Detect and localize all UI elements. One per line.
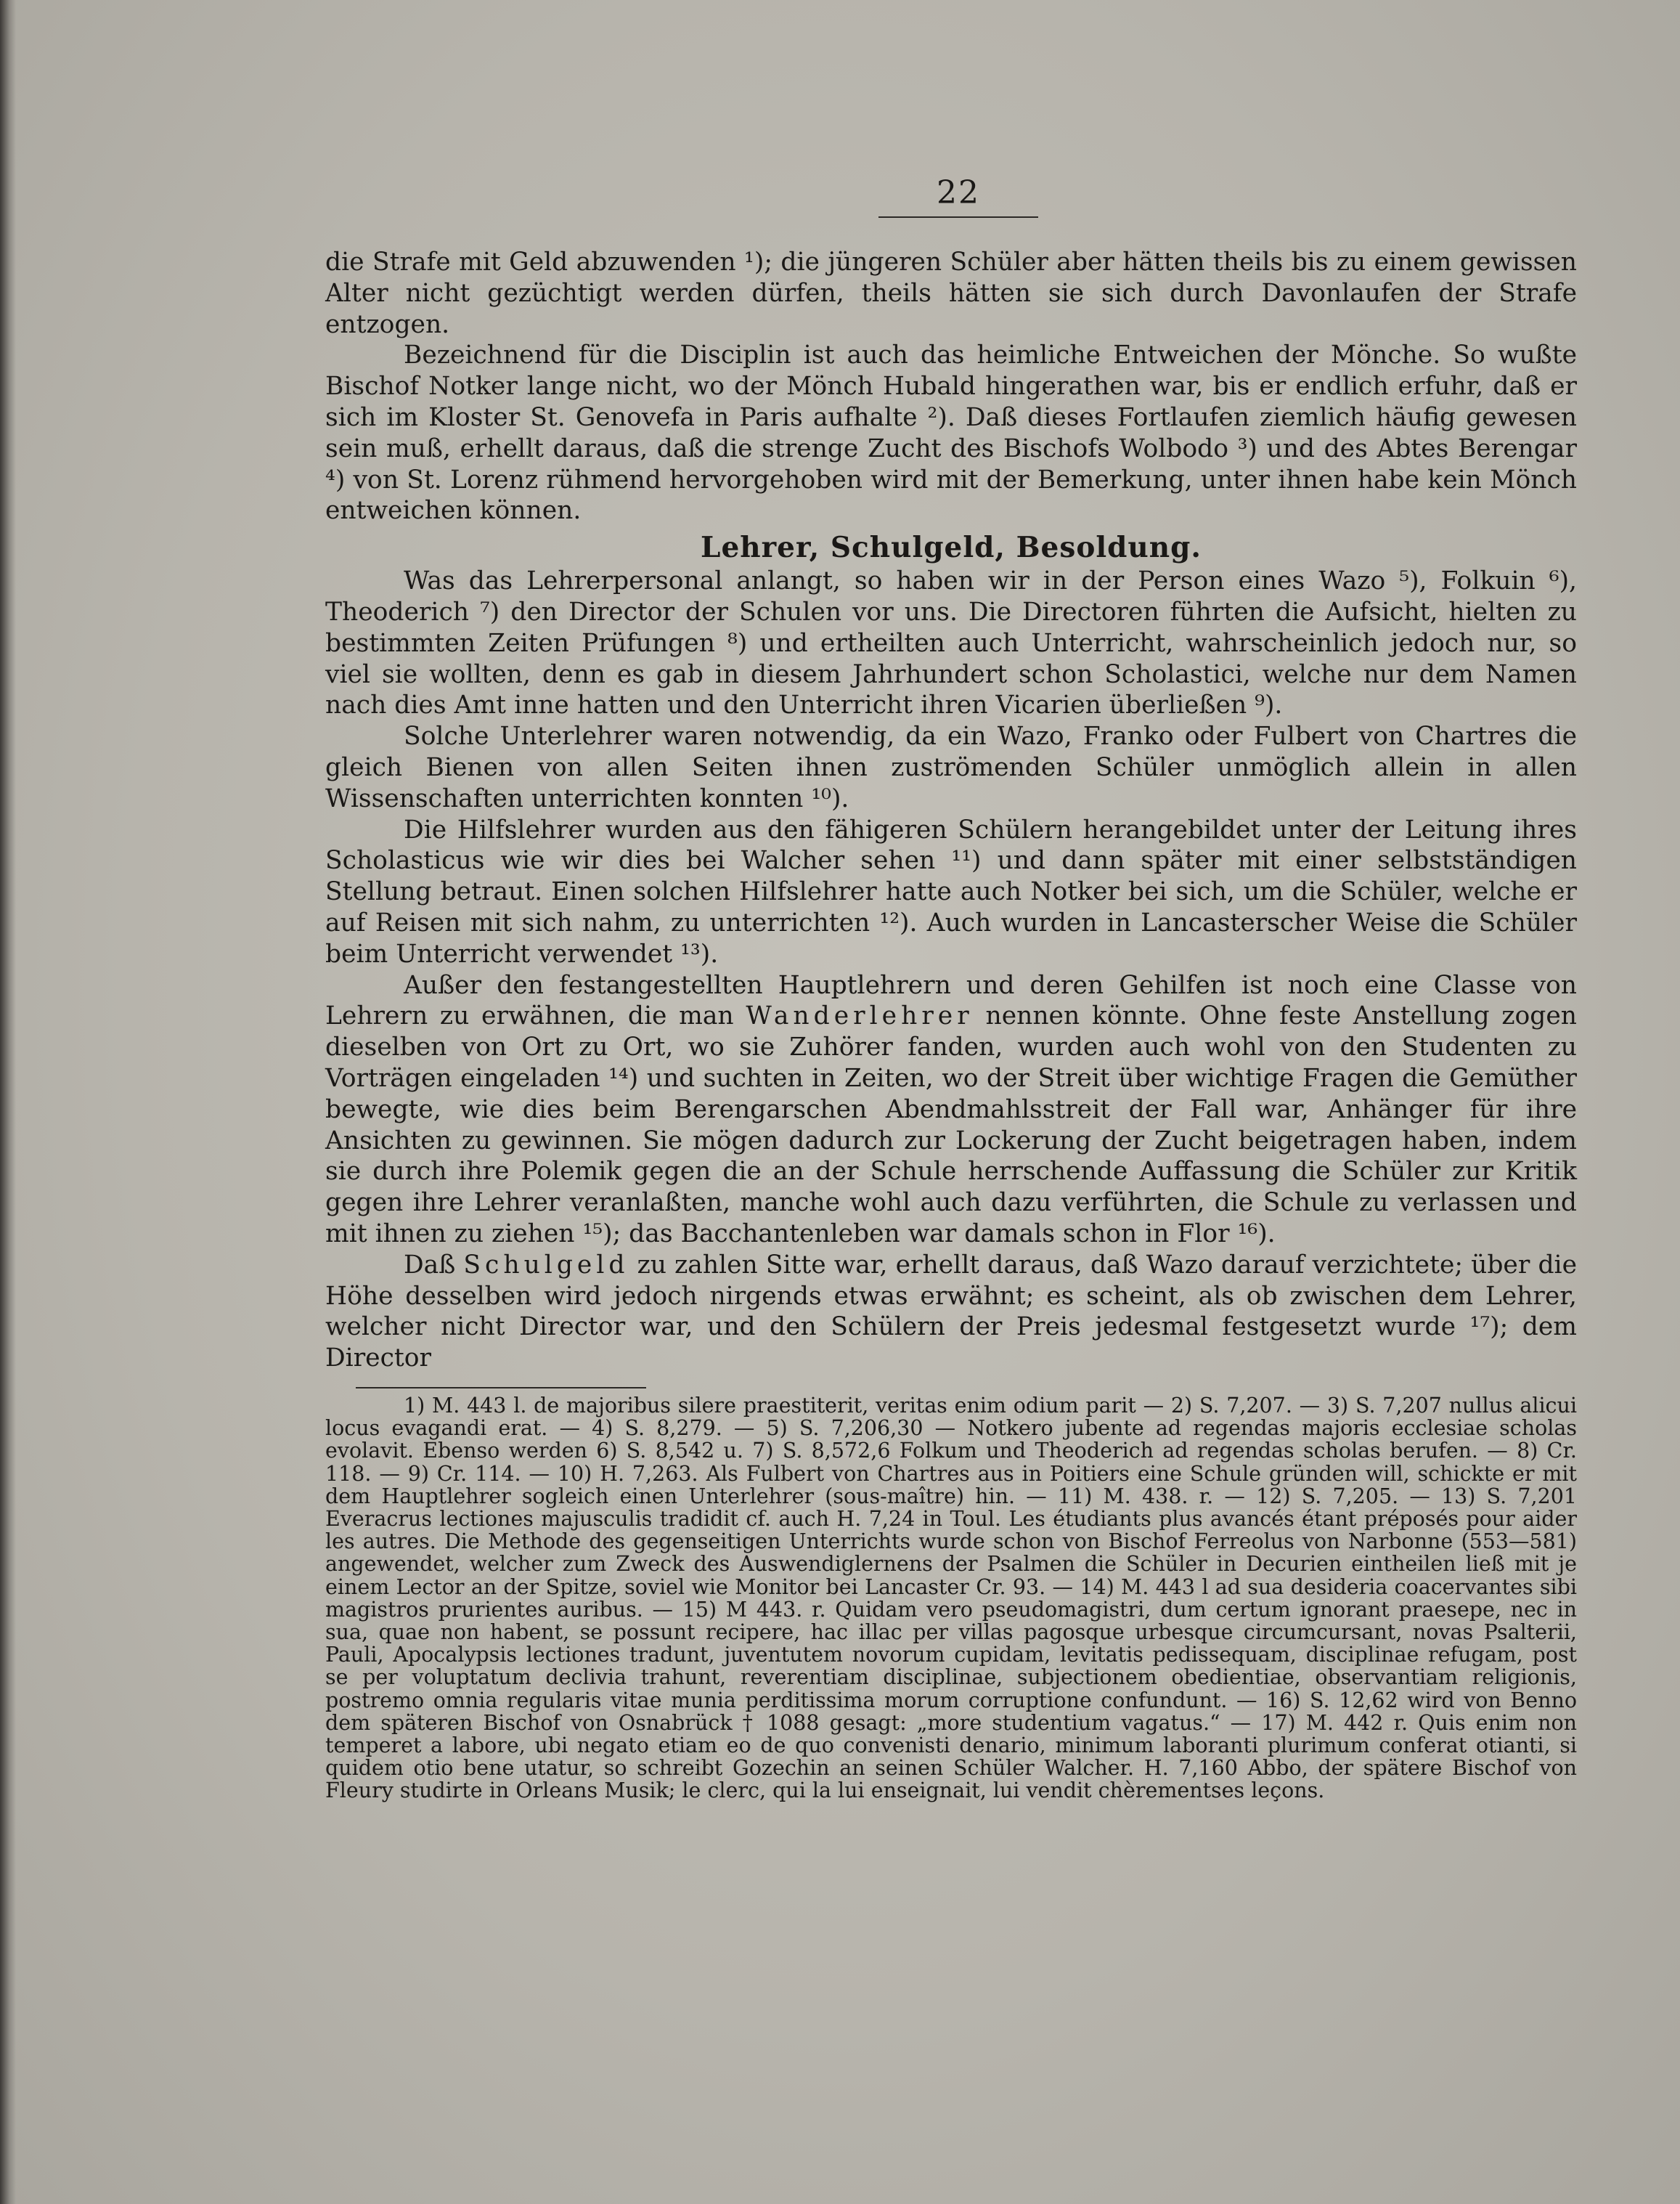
paragraph: Solche Unterlehrer waren notwendig, da ein Wazo, Franko oder Fulbert von Chartres die gleich Bienen von allen Seiten ihnen zuströmenden Schüler unmöglich allein in allen Wissenschaften unterrichten konnten ¹⁰). [325,722,1577,813]
page-number: 22 [937,174,980,211]
emphasized-term: Schulgeld [463,1250,629,1280]
emphasized-term: Wanderlehrer [746,1001,974,1031]
footnote-text: 1) M. 443 l. de majoribus silere praestiterit, veritas enim odium parit — 2) S. 7,207. — 3) S. 7,207 nullus alicui locus evagandi erat. — 4) S. 8,279. — 5) S. 7,206,30 — Notkero jubente ad regendas majoris ecclesiae scholas evolavit. Ebenso werden 6) S. 8,542 u. 7) S. 8,572,6 Folkum und Theoderich ad regendas scholas berufen. — 8) Cr. 118. — 9) Cr. 114. — 10) H. 7,263. Als Fulbert von Chartres aus in Poitiers eine Schule gründen will, schickte er mit dem Hauptlehrer sogleich einen Unterlehrer (sous-maître) hin. — 11) M. 438. r. — 12) S. 7,205. — 13) S. 7,201 Everacrus lectiones majusculis tradidit cf. auch H. 7,24 in Toul. Les étudiants plus avancés étant préposés pour aider les autres. Die Methode des gegenseitigen Unterrichts wurde schon von Bischof Ferreolus von Narbonne (553—581) angewendet, welcher zum Zweck des Auswendiglernens der Psalmen die Schüler in Decurien eintheilen ließ mit je einem Lector an der Spitze, soviel wie Monitor bei Lancaster Cr. 93. — 14) M. 443 l ad sua desideria coacervantes sibi magistros prurientes auribus. — 15) M 443. r. Quidam vero pseudomagistri, dum certum ignorant praesepe, nec in sua, quae non habent, se possunt recipere, hac illac per villas pagosque urbesque circumcursant, novas Psalterii, Pauli, Apocalypsis lectiones tradunt, juventutem novorum cupidam, levitatis pedissequam, disciplinae refugam, post se per voluptatum declivia trahunt, reverentiam disciplinae, subjectionem obedientiae, observantiam religionis, postremo omnia regularis vitae munia perditissima morum corruptione confundunt. — 16) S. 12,62 wird von Benno dem späteren Bischof von Osnabrück † 1088 gesagt: „more studentium vagatus.“ — 17) M. 442 r. Quis enim non temperet a labore, ubi negato etiam eo de quo convenisti denario, minimum laboranti plurimum conferat otianti, si quidem otio bene utatur, so schreibt Gozechin an seinen Schüler Walcher. H. 7,160 Abbo, der spätere Bischof von Fleury studirte in Orleans Musik; le clerc, qui la lui enseignait, lui vendit chèrementses leçons. [325,1394,1577,1803]
paragraph: Was das Lehrerpersonal anlangt, so haben wir in der Person eines Wazo ⁵), Folkuin ⁶), Theoderich ⁷) den Director der Schulen vor uns. Die Directoren führten die Aufsicht, hielten zu bestimmten Zeiten Prüfungen ⁸) und ertheilten auch Unterricht, wahrscheinlich jedoch nur, so viel sie wollten, denn es gab in diesem Jahrhundert schon Scholastici, welche nur dem Namen nach dies Amt inne hatten und den Unterricht ihren Vicarien überließen ⁹). [325,566,1577,720]
paragraph: Bezeichnend für die Disciplin ist auch das heimliche Entweichen der Mönche. So wußte Bischof Notker lange nicht, wo der Mönch Hubald hingerathen war, bis er endlich erfuhr, daß er sich im Kloster St. Genovefa in Paris aufhalte ²). Daß dieses Fortlaufen ziemlich häufig gewesen sein muß, erhellt daraus, daß die strenge Zucht des Bischofs Wolbodo ³) und des Abtes Berengar ⁴) von St. Lorenz rühmend hervorgehoben wird mit der Bemerkung, unter ihnen habe kein Mönch entweichen können. [325,341,1577,526]
footnotes [325,1394,1577,1802]
paragraph-wanderlehrer: Außer den festangestellten Hauptlehrern und deren Gehilfen ist noch eine Classe von Lehrern zu erwähnen, die man Wanderlehrer nennen könnte. Ohne feste Anstellung zogen dieselben von Ort zu Ort, wo sie Zuhörer fanden, wurden auch wohl von den Studenten zu Vorträgen eingeladen ¹⁴) und suchten in Zeiten, wo der Streit über wichtige Fragen die Gemüther bewegte, wie dies beim Berengarschen Abendmahlsstreit der Fall war, Anhänger für ihre Ansichten zu gewinnen. Sie mögen dadurch zur Lockerung der Zucht beigetragen haben, indem sie durch ihre Polemik gegen die an der Schule herrschende Auffassung die Schüler zur Kritik gegen ihre Lehrer veranlaßten, manche wohl auch dazu verführten, die Schule zu verlassen und mit ihnen zu ziehen ¹⁵); das Bacchantenleben war damals schon in Flor ¹⁶). [325,970,1577,1248]
page-number-rule [878,216,1038,218]
paragraph: die Strafe mit Geld abzuwenden ¹); die jüngeren Schüler aber hätten theils bis zu einem gewissen Alter nicht gezüchtigt werden dürfen, theils hätten sie sich durch Davonlaufen der Strafe entzogen. [325,248,1577,339]
paragraph-schulgeld: Daß Schulgeld zu zahlen Sitte war, erhellt daraus, daß Wazo darauf verzichtete; über die Höhe desselben wird jedoch nirgends etwas erwähnt; es scheint, als ob zwischen dem Lehrer, welcher nicht Director war, und den Schülern der Preis jedesmal festgesetzt wurde ¹⁷); dem Director [325,1250,1577,1373]
paragraph: Die Hilfslehrer wurden aus den fähigeren Schülern herangebildet unter der Leitung ihres Scholasticus wie wir dies bei Walcher sehen ¹¹) und dann später mit einer selbstständigen Stellung betraut. Einen solchen Hilfslehrer hatte auch Notker bei sich, um die Schüler, welche er auf Reisen mit sich nahm, zu unterrichten ¹²). Auch wurden in Lancasterscher Weise die Schüler beim Unterricht verwendet ¹³). [325,815,1577,969]
body-text [325,247,1577,1374]
book-spine-shadow [0,0,16,2204]
section-heading: Lehrer, Schulgeld, Besoldung. [701,531,1202,565]
footnote-rule [356,1387,646,1388]
